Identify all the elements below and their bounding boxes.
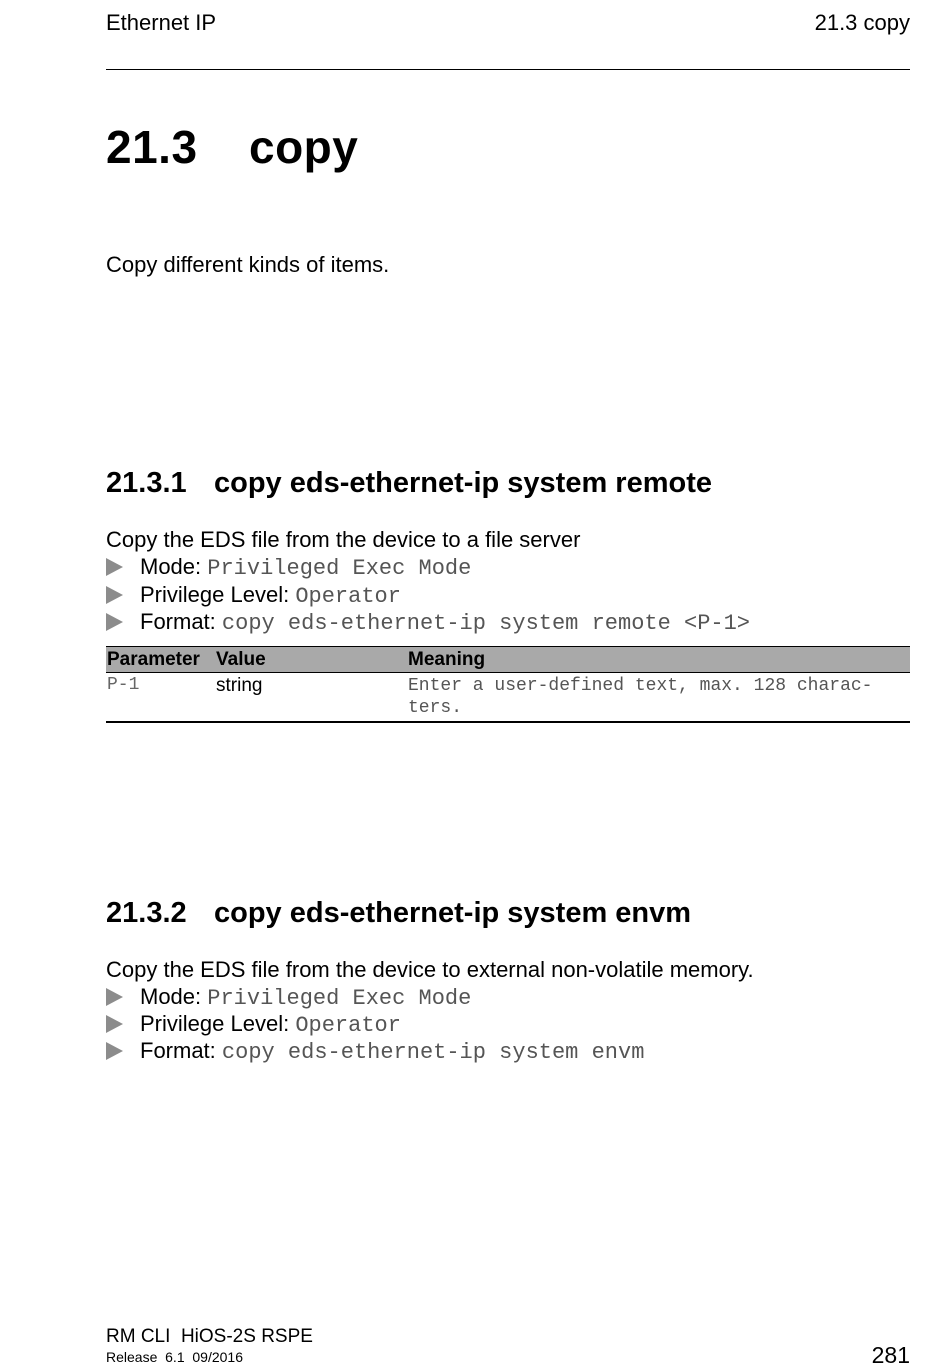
mode-label: Mode: xyxy=(140,554,202,579)
column-header-value: Value xyxy=(215,647,407,673)
cell-value: string xyxy=(215,673,407,723)
privilege-bullet xyxy=(106,581,401,609)
section-number: 21.3 xyxy=(106,121,198,173)
mode-bullet xyxy=(106,553,471,581)
format-value: copy eds-ethernet-ip system envm xyxy=(221,1040,645,1065)
format-label: Format: xyxy=(140,1038,216,1063)
subsection-description: Copy the EDS file from the device to a file server xyxy=(106,527,581,552)
mode-value: Privileged Exec Mode xyxy=(207,986,472,1011)
section-heading xyxy=(106,120,358,174)
subsection-title: copy eds-ethernet-ip system remote xyxy=(214,467,712,499)
table-header-row xyxy=(106,647,910,673)
parameter-table xyxy=(106,646,910,723)
section-intro: Copy different kinds of items. xyxy=(106,252,390,277)
subsection-heading-envm xyxy=(106,897,691,930)
column-header-parameter: Parameter xyxy=(106,647,215,673)
privilege-bullet xyxy=(106,1010,401,1038)
cell-parameter: P-1 xyxy=(106,673,215,723)
footer-release: Release 6.1 09/2016 xyxy=(106,1349,243,1365)
mode-bullet xyxy=(106,983,471,1011)
running-header-left: Ethernet IP xyxy=(106,10,217,35)
header-divider xyxy=(106,69,910,70)
format-bullet xyxy=(106,608,750,636)
column-header-meaning: Meaning xyxy=(407,647,910,673)
privilege-label: Privilege Level: xyxy=(140,582,290,607)
subsection-title: copy eds-ethernet-ip system envm xyxy=(214,897,692,929)
mode-value: Privileged Exec Mode xyxy=(207,556,472,581)
format-bullet xyxy=(106,1037,644,1065)
running-header-right: 21.3 copy xyxy=(814,10,910,35)
triangle-bullet-icon xyxy=(106,586,123,604)
subsection-number: 21.3.2 xyxy=(106,897,187,929)
table-row xyxy=(106,673,910,723)
triangle-bullet-icon xyxy=(106,1015,123,1033)
cell-meaning: Enter a user-defined text, max. 128 charac-ters. xyxy=(407,673,910,723)
subsection-description: Copy the EDS file from the device to external non-volatile memory. xyxy=(106,957,754,982)
footer-document-title: RM CLI HiOS-2S RSPE xyxy=(106,1326,313,1347)
page-number: 281 xyxy=(871,1342,910,1368)
triangle-bullet-icon xyxy=(106,988,123,1006)
privilege-label: Privilege Level: xyxy=(140,1011,290,1036)
privilege-value: Operator xyxy=(295,1013,401,1038)
subsection-heading-remote xyxy=(106,467,712,500)
format-value: copy eds-ethernet-ip system remote <P-1> xyxy=(221,611,751,636)
subsection-number: 21.3.1 xyxy=(106,467,187,499)
section-title: copy xyxy=(249,121,359,173)
mode-label: Mode: xyxy=(140,984,202,1009)
privilege-value: Operator xyxy=(295,584,401,609)
triangle-bullet-icon xyxy=(106,1042,123,1060)
triangle-bullet-icon xyxy=(106,558,123,576)
format-label: Format: xyxy=(140,609,216,634)
triangle-bullet-icon xyxy=(106,613,123,631)
